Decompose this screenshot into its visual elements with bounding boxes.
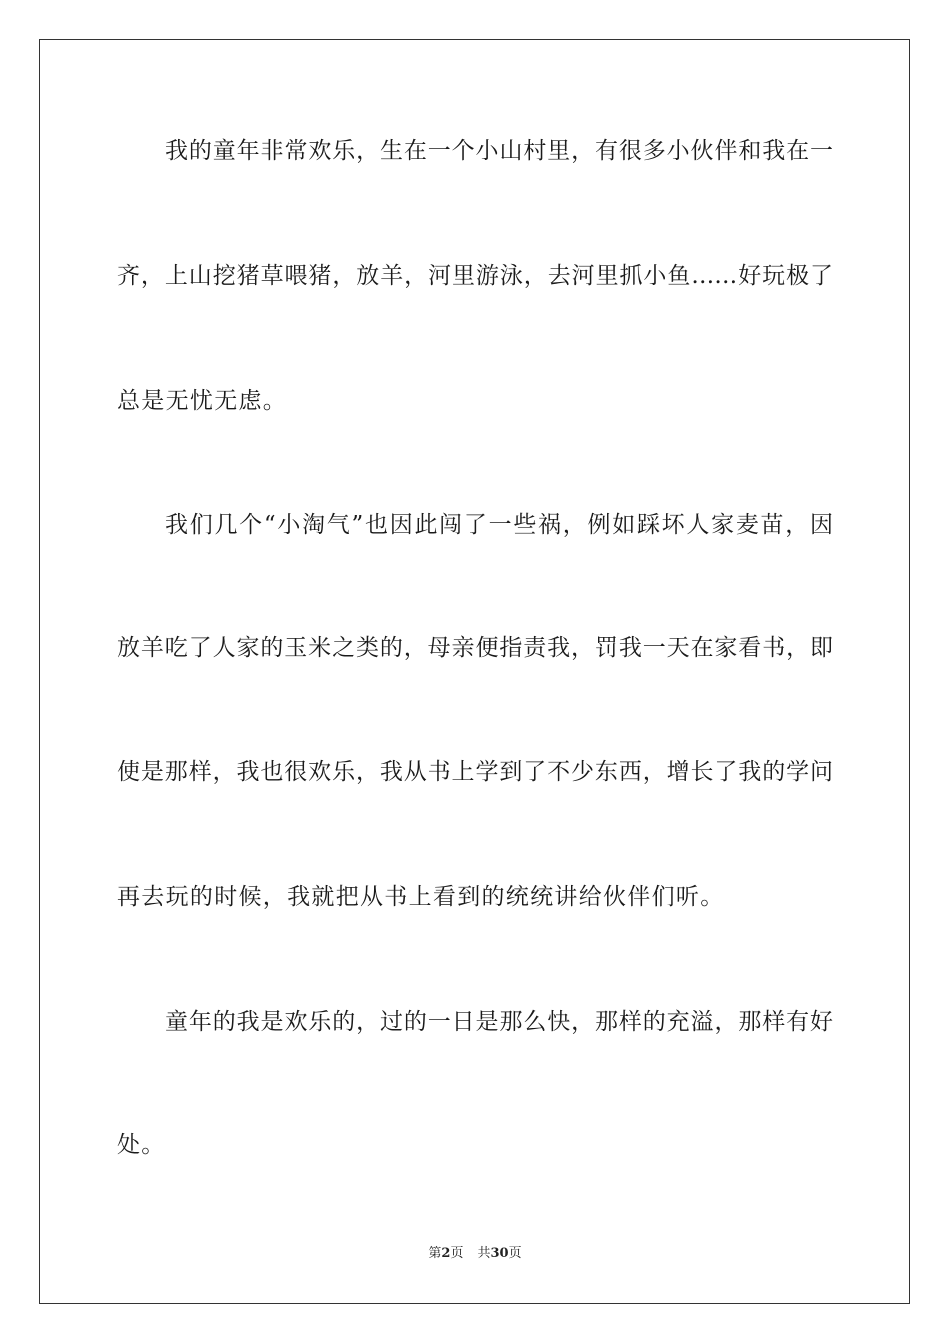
paragraph-2-line-3: 使是那样，我也很欢乐，我从书上学到了不少东西，增长了我的学问 <box>117 759 833 785</box>
page-frame <box>39 39 910 1304</box>
paragraph-1-line-3: 总是无忧无虑。 <box>117 388 288 414</box>
paragraph-2-line-4: 再去玩的时候，我就把从书上看到的统统讲给伙伴们听。 <box>117 884 725 910</box>
paragraph-3-line-2: 处。 <box>117 1132 166 1158</box>
footer-total-pages: 30 <box>490 1246 509 1261</box>
paragraph-1-line-2: 齐，上山挖猪草喂猪，放羊，河里游泳，去河里抓小鱼……好玩极了 <box>117 263 833 289</box>
paragraph-3-line-1: 童年的我是欢乐的，过的一日是那么快，那样的充溢，那样有好 <box>165 1009 833 1035</box>
footer-page-prefix: 第 <box>428 1246 442 1261</box>
footer-total-suffix: 页 <box>508 1246 522 1261</box>
footer-total-prefix: 共 <box>477 1246 491 1261</box>
paragraph-2-line-2: 放羊吃了人家的玉米之类的，母亲便指责我，罚我一天在家看书，即 <box>117 635 833 661</box>
paragraph-1-line-1: 我的童年非常欢乐，生在一个小山村里，有很多小伙伴和我在一 <box>165 138 833 164</box>
paragraph-2-line-1: 我们几个“小淘气”也因此闯了一些祸，例如踩坏人家麦苗，因 <box>165 512 833 538</box>
footer-page-suffix: 页 <box>450 1246 464 1261</box>
footer-page-number: 2 <box>441 1246 451 1261</box>
page-footer <box>0 1246 950 1262</box>
